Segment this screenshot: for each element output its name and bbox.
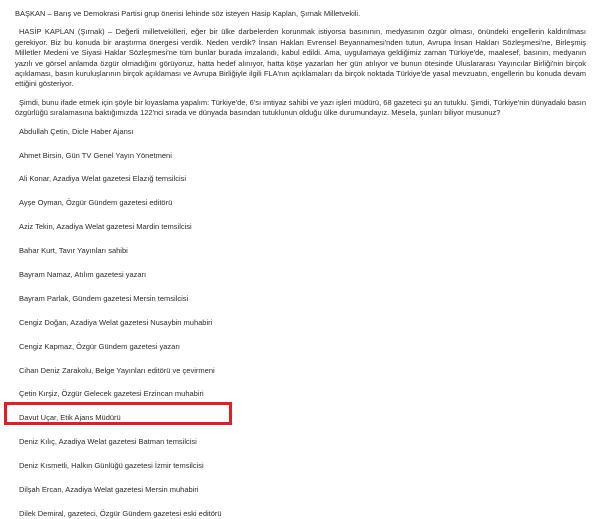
chair-statement: BAŞKAN – Barış ve Demokrasi Partisi grup önerisi lehinde söz isteyen Hasip Kaplan, Şırnak Milletvekili. (15, 9, 361, 18)
list-item: Deniz Kısmetli, Halkın Günlüğü gazetesi İzmir temsilcisi (19, 461, 204, 471)
list-item: Ali Konar, Azadiya Welat gazetesi Elazığ temsilcisi (19, 174, 187, 184)
list-item: Cihan Deniz Zarakolu, Belge Yayınları editörü ve çevirmeni (19, 365, 215, 375)
journalist-list (15, 127, 586, 519)
list-item: Davut Uçar, Etik Ajans Müdürü (19, 413, 121, 423)
list-item: Abdullah Çetin, Dicle Haber Ajansı (19, 126, 134, 136)
list-item: Bayram Parlak, Gündem gazetesi Mersin temsilcisi (19, 293, 189, 303)
speech-paragraph-2: Şimdi, bunu ifade etmek için şöyle bir kıyaslama yapalım: Türkiye'de, 6'sı imtiyaz sahibi ve yazı işleri müdürü, 68 gazeteci şu an tutuklu. Şimdi, Türkiye'nin dünyadaki basın özgürlüğü sıralamasına baktığımızda 122'nci sırada ve dünyada basından tutuklunun olduğu ülke durumundayız. Mesela, şunları biliyor musunuz? (15, 97, 586, 118)
list-item: Cengiz Kapmaz, Özgür Gündem gazetesi yazarı (19, 341, 180, 351)
list-item: Deniz Kılıç, Azadiya Welat gazetesi Batman temsilcisi (19, 437, 197, 447)
list-item: Cengiz Doğan, Azadiya Welat gazetesi Nusaybin muhabiri (19, 317, 213, 327)
list-item: Dilek Demiral, gazeteci, Özgür Gündem gazetesi eski editörü (19, 508, 222, 518)
list-item: Bayram Namaz, Atılım gazetesi yazarı (19, 270, 147, 279)
list-item-highlighted: Dilşah Ercan, Azadiya Welat gazetesi Mersin muhabiri (19, 485, 199, 495)
list-item: Çetin Kırşiz, Özgür Gelecek gazetesi Erzincan muhabiri (19, 389, 204, 399)
list-item: Bahar Kurt, Tavır Yayınları sahibi (19, 246, 128, 256)
list-item: Ayşe Oyman, Özgür Gündem gazetesi editörü (19, 198, 173, 208)
list-item: Aziz Tekin, Azadiya Welat gazetesi Mardin temsilcisi (19, 222, 192, 232)
speech-paragraph-1: HASİP KAPLAN (Şırnak) – Değerli milletvekilleri, eğer bir ülke darbelerden korunmak istiyorsa basınının, medyasının özgür olması, önündeki engellerin kaldırılması gerekiyor. Biz bu konuda bir araştırma önergesi verdik. Neden verdik? İnsan Hakları Evrensel Beyannamesi'nden tutun, Avrupa İnsan Hakları Sözleşmesi'ne, Birleşmiş Milletler Medeni ve Siyasi Haklar Sözleşmesi'ne tüm bunlar burada imzalandı, kabul edildi. Ama, uygulamaya geldiğimiz zaman Türkiye'de, maalesef, basının, medyanın yazılı ve görsel anlamda özgür olmadığını görüyoruz, hatta hedef alınıyor, hatta köşe yazarları her gün atılıyor ve bunun ötesinde Uluslararası Yayıncılar Birliği'nin birçok açıklaması, basın kuruluşlarının birçok açıklaması ve Avrupa Birliğiyle ilgili FLA'nın açıklamaları da birçok noktada Türkiye'de yasal mevzuatın, engellerin bu konuda devam ettiğini gösteriyor. (15, 27, 586, 89)
list-item: Ahmet Birsin, Gün TV Genel Yayın Yönetmeni (19, 150, 172, 160)
